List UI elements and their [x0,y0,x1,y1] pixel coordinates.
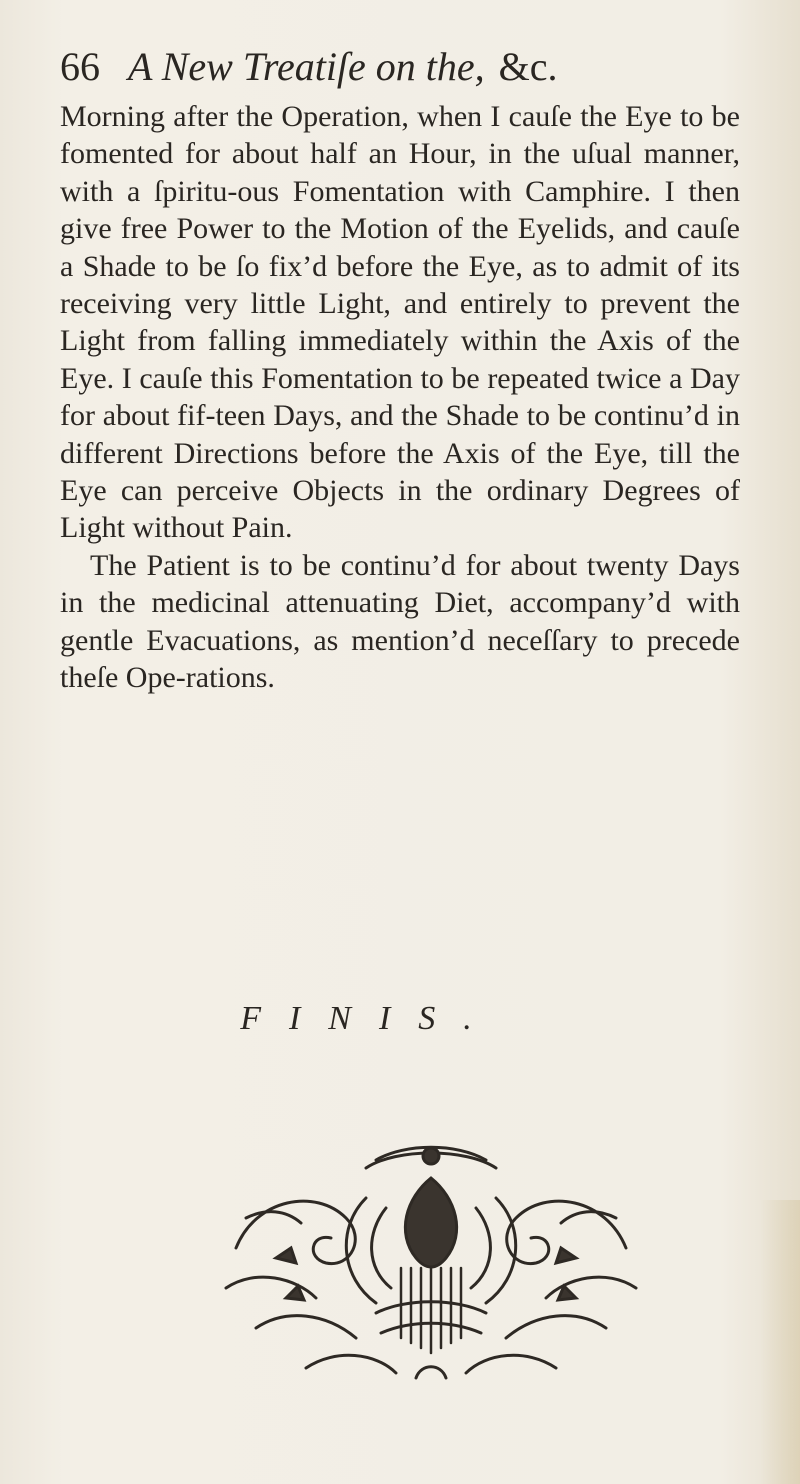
finis-heading: FINIS. [240,1000,500,1037]
tailpiece-ornament-icon [216,1138,646,1388]
body-text [60,98,740,697]
page-edge-stain [760,1200,800,1484]
paragraph-1: Morning after the Operation, when I cauſe the Eye to be fomented for about half an Hour, in the uſual manner, with a ſpiritu-ous Fomentation with Camphire. I then give free Power to the Motion of the Eyelids, and cauſe a Shade to be ſo fix’d before the Eye, as to admit of its receiving very little Light, and entirely to prevent the Light from falling immediately within the Axis of the Eye. I cauſe this Fomentation to be repeated twice a Day for about fif-teen Days, and the Shade to be continu’d in different Directions before the Axis of the Eye, till the Eye can perceive Objects in the ordinary Degrees of Light without Pain. [60,100,740,545]
running-header [60,42,700,92]
running-title: A New Treatiſe on the, [128,44,485,89]
running-title-etc: &c. [498,44,558,89]
paragraph-2: The Patient is to be continu’d for about twenty Days in the medicinal attenuating Diet, accompany’d with gentle Evacuations, as mention’d neceſſary to precede theſe Ope-rations. [60,548,740,695]
page-number: 66 [60,44,100,89]
